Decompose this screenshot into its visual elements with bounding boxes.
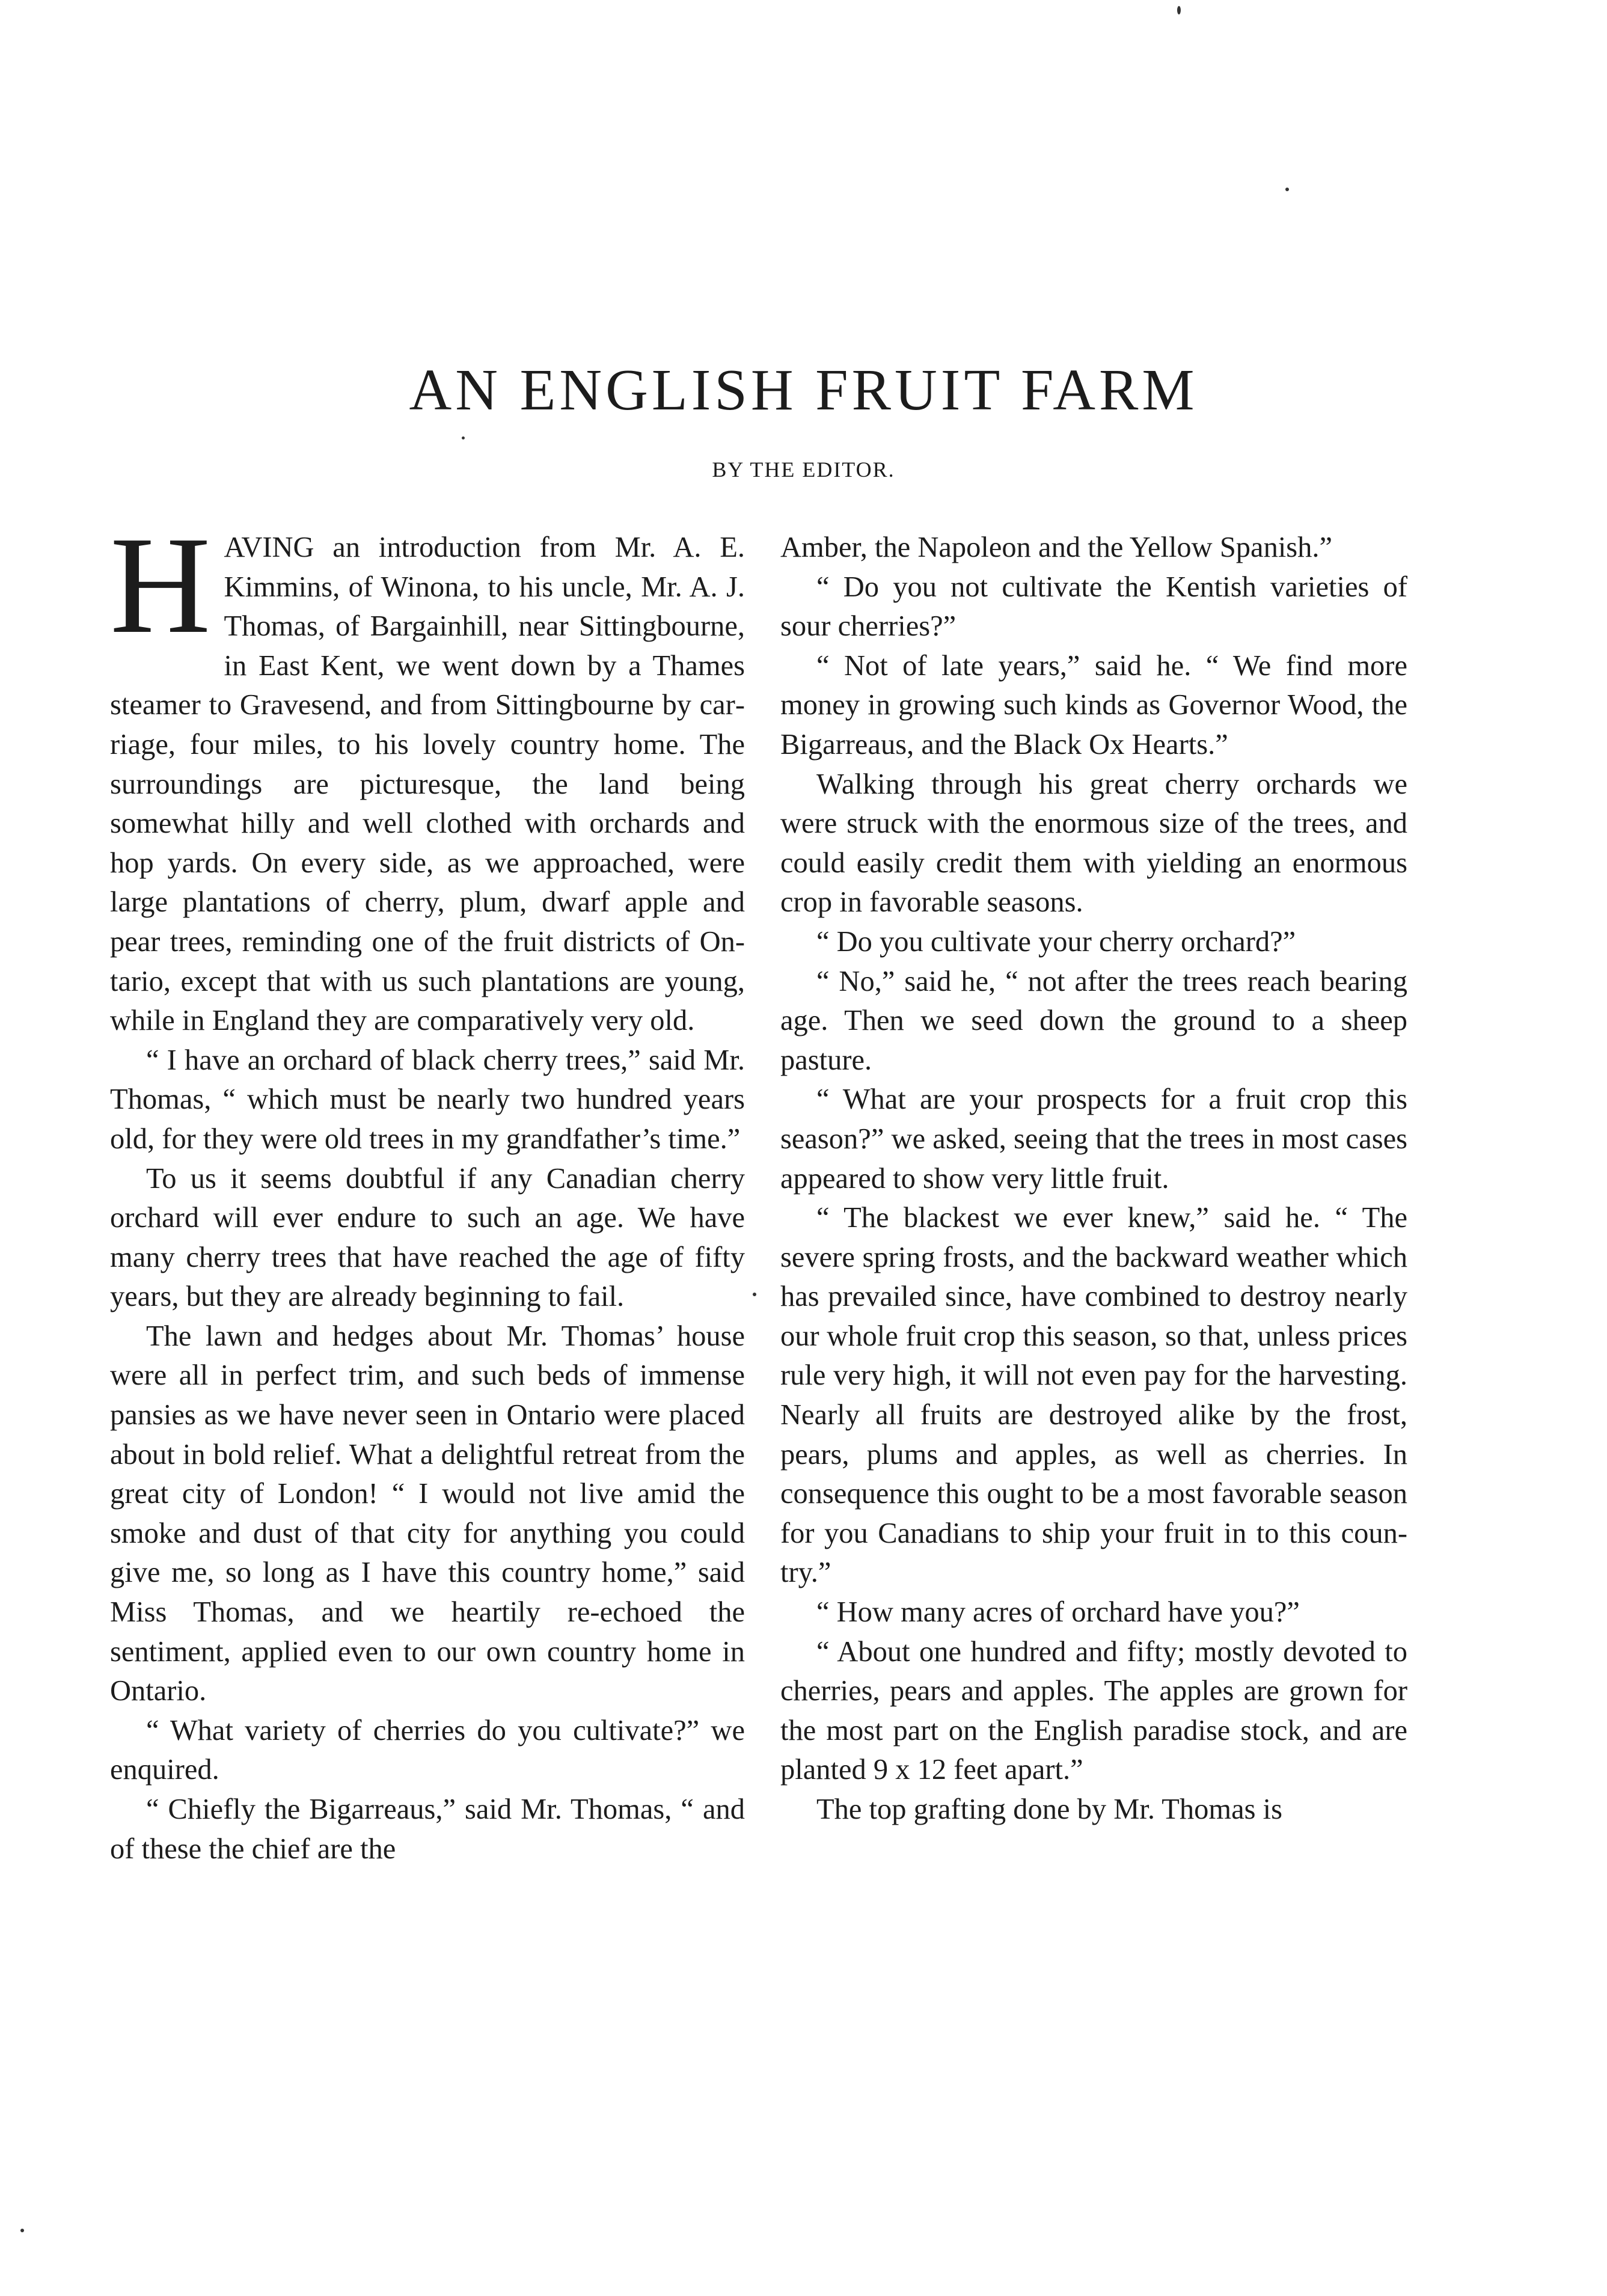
right-column [780, 528, 1407, 1829]
drop-cap: H [110, 508, 211, 663]
paragraph: “ The blackest we ever knew,” said he. “ The severe spring frosts, and the backward weather which has prevailed since, have combined to destroy nearly our whole fruit crop this season, so that, unless prices rule very high, it will not even pay for the harvesting. Nearly all fruits are destroyed alike by the frost, pears, plums and apples, as well as cherries. In consequence this ought to be a most favorable season for you Canadians to ship your fruit in to this country.” [780, 1202, 1407, 1589]
paragraph: “ I have an orchard of black cherry trees,” said Mr. Thomas, “ which must be nearly two hundred years old, for they were old trees in my grandfather’s time.” [110, 1044, 745, 1155]
left-column [110, 508, 745, 1869]
paragraph: “ About one hundred and fifty; mostly devoted to cherries, pears and apples. The apples are grown for the most part on the English paradise stock, and are planted 9 x 12 feet apart.” [780, 1635, 1407, 1786]
paragraph: “ Do you cultivate your cherry orchard?” [816, 925, 1296, 958]
paragraph: “ What variety of cherries do you cultivate?” we enquired. [110, 1714, 745, 1786]
article-title: AN ENGLISH FRUIT FARM [409, 358, 1198, 423]
print-speck [20, 2229, 24, 2232]
print-speck [462, 436, 465, 439]
print-speck [753, 1293, 756, 1296]
paragraph: The top grafting done by Mr. Thomas is [816, 1793, 1283, 1825]
paragraph: “ No,” said he, “ not after the trees reach bearing age. Then we seed down the ground to a sheep pasture. [780, 965, 1407, 1076]
paragraph: “ Chiefly the Bigarreaus,” said Mr. Thomas, “ and of these the chief are the [110, 1793, 745, 1865]
paragraph: “ Not of late years,” said he. “ We find more money in growing such kinds as Governor Wood, the Bigarreaus, and the Black Ox Hearts.” [780, 649, 1407, 761]
paragraph: “ What are your prospects for a fruit crop this season?” we asked, seeing that the trees in most cases appeared to show very little fruit. [780, 1083, 1407, 1195]
print-speck [1285, 188, 1289, 191]
paragraph: “ How many acres of orchard have you?” [816, 1596, 1300, 1629]
paragraph: Walking through his great cherry orchards we were struck with the enormous size of the trees, and could easily credit them with yielding an enormous crop in favorable seasons. [780, 768, 1407, 919]
paragraph: Amber, the Napoleon and the Yellow Spanish.” [780, 531, 1333, 563]
print-speck [1177, 6, 1181, 14]
paragraph-text: AVING an introduction from Mr. A. E. Kimmins, of Winona, to his uncle, Mr. A. J. Thomas, of Bargainhill, near Sittingbourne, in East Kent, we went down by a Thames steamer to Gravesend, and from Sittingbourne by carriage, four miles, to his lovely country home. The surroundings are picturesque, the land being somewhat hilly and well clothed with orchards and hop yards. On every side, as we approached, were large plantations of cherry, plum, dwarf apple and pear trees, reminding one of the fruit districts of Ontario, except that with us such plantations are young, while in England they are comparatively very old. [110, 531, 745, 1037]
paragraph: “ Do you not cultivate the Kentish varieties of sour cherries?” [780, 571, 1407, 643]
article-byline: BY THE EDITOR. [712, 458, 895, 482]
paragraph [110, 508, 745, 1041]
paragraph: The lawn and hedges about Mr. Thomas’ house were all in perfect trim, and such beds of immense pansies as we have never seen in Ontario were placed about in bold relief. What a delightful retreat from the great city of London! “ I would not live amid the smoke and dust of that city for anything you could give me, so long as I have this country home,” said Miss Thomas, and we heartily re-echoed the sentiment, applied even to our own country home in Ontario. [110, 1320, 745, 1707]
paragraph: To us it seems doubtful if any Canadian cherry orchard will ever endure to such an age. We have many cherry trees that have reached the age of fifty years, but they are already beginning to fail. [110, 1162, 745, 1313]
